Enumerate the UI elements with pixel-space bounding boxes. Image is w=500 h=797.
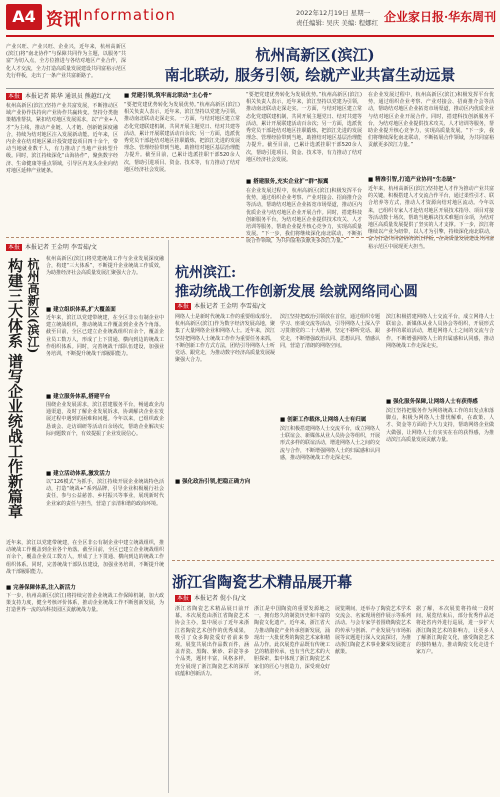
- article3-column-4a: 滨江积极搭建网络人士交流平台，成立网络人士联谊会、新媒体从业人员协会等组织，开展形式多样的联谊活动，增进网络人士之间的交流与合作，不断增强网络人士的归属感和认同感，推动网络统战工作走深走实。: [386, 314, 494, 349]
- article2-column-3b: 近年来，滨江以党建带统建，在全区非公有制企业中建立统战组织，推动统战工作覆盖到企业各个角落。截至目前，全区已建立企业统战组织百余个，覆盖企业员工数万人，形成了上下贯通、横向到边的统战工作组织体系。同时，完善统战干部队伍建设，加强业务培训，不断提升统战干部履职能力。: [6, 540, 164, 575]
- divider: [6, 88, 494, 89]
- article4-byline: 本报 本报记者 倪小良/文: [177, 595, 246, 602]
- article1-headline-line2: 南北联动, 服务引领, 绘就产业共富生动远景: [164, 66, 456, 84]
- article3-headline-line1: 杭州滨江:: [175, 265, 237, 281]
- article4-column-2: 浙江是中国陶瓷的重要发源地之一，拥有悠久的制瓷历史和丰富的陶瓷文化遗产。近年来，浙江省大力推动陶瓷产业传承创新发展，涌现出一大批优秀的陶瓷艺术家和精品力作。此次展览作品既有传统工艺的精湛传承，也有当代艺术的大胆探索，集中体现了浙江陶瓷艺术家们的匠心与创造力，深受观众好评。: [254, 606, 330, 677]
- article2-vertical-subtitle: 杭州高新区(滨江): [26, 258, 40, 354]
- article1-lead: 产业兴旺、产业兴旺、企业兴，近年来，杭州高新区(滨江)将“南北协作”与保障共同作为主题，以服务“共富”为切入点，全方位推进与各结对地区产业合作，深化人才交流，全力打造高质量发展建设共同富裕示范区先行样板，走出了一条产业共富新路子。: [6, 44, 127, 79]
- article2-byline: 本报 本报记者 王金明 李雪茹/文: [8, 244, 97, 251]
- article1-byline: 本报 本报记者 陈华 通讯员 熊越红/文: [8, 93, 111, 100]
- article1-subhead-2: ■ 搭建服务,充实企业扩“群”振翼: [246, 179, 329, 185]
- masthead: [0, 0, 500, 36]
- article1-subhead-1: ■ 党建引领,筑牢南北联动“主心骨”: [124, 93, 212, 99]
- article1-subhead-3: ■ 精准引智,打造产业协同“生态链”: [368, 177, 456, 183]
- article3-subhead-3: ■ 强化服务保障,让网络人士有获得感: [386, 399, 478, 405]
- article2-column-4: 下一步，杭州高新区(滨江)将持续完善企业统战工作保障机制，加大政策支持力度，健全考核评价体系，推动企业统战工作不断创新发展，为打造世界一流的高科技园区贡献统战力量。: [6, 593, 164, 614]
- masthead-rule: [6, 35, 494, 37]
- article2-lead: 杭州高新区(滨江)将党建统战工作与企业发展深度融合，构建“三大体系”，不断提升企业统战工作质效，为助推经济社会高质量发展汇聚强大合力。: [46, 256, 164, 277]
- article3-subhead-2: ■ 创新工作载体,让网络人士有归属: [280, 417, 367, 423]
- article3-subhead-1: ■ 强化政治引领,把稳正确方向: [175, 479, 251, 485]
- article2-subhead-4: ■ 完善保障体系,注入新活力: [6, 585, 76, 591]
- article4-column-1: 浙江省陶瓷艺术精品展日前开幕。本次展览由浙江省陶瓷艺术协会主办，集中展示了近年来浙江省陶瓷艺术创作的优秀成果，吸引了众多陶瓷爱好者前来参观。展览共展出作品数百件，涵盖青瓷、黑陶、紫砂、彩瓷等多个品类，题材丰富，风格多样，充分展现了浙江陶瓷艺术的深厚底蕴和创新活力。: [175, 606, 249, 677]
- article2-subhead-1: ■ 建立组织体系,扩大覆盖面: [46, 307, 116, 313]
- article3-byline: 本报 本报记者 王金明 李雪茹/文: [177, 303, 266, 310]
- article4-column-4: 据了解，本次展览将持续一段时间，展览结束后，部分优秀作品还将赴省内外进行巡展，进一步扩大浙江陶瓷艺术的影响力，让更多人了解浙江陶瓷文化，感受陶瓷艺术的独特魅力，推动陶瓷文化走进千家万户。: [416, 606, 494, 656]
- section-divider: [6, 237, 494, 238]
- article3-column-4: 滨江坚持把服务作为网络统战工作的出发点和落脚点，积极为网络人士排忧解难，在政策、人才、资金等方面给予大力支持，帮助网络企业做大做强，让网络人士有实实在在的获得感，为推动滨江高质量发展贡献力量。: [386, 408, 494, 443]
- section-name-english: Information: [78, 6, 176, 24]
- article3-column-3: 滨江积极搭建网络人士交流平台，成立网络人士联谊会、新媒体从业人员协会等组织，开展形式多样的联谊活动，增进网络人士之间的交流与合作，不断增强网络人士的归属感和认同感，推动网络统战工作走深走实。: [280, 426, 381, 461]
- article4-column-3: 展览期间，还举办了陶瓷艺术学术交流会、名家现场创作展示等系列活动。与会专家学者围绕陶瓷艺术的传承与创新、产业发展与市场拓展等议题进行深入交流探讨，为推动浙江陶瓷艺术事业繁荣发展建言献策。: [335, 606, 411, 656]
- article1-column-3a: “要把党建优势转化为发展优势。”杭州高新区(滨江)相关负责人表示，近年来，滨江坚持以党建为引领，推动南北联动走深走实。一方面，与结对地区建立常态化党建联建机制，共同开展主题党日、结对共建等活动，累计开展联建活动百余次；另一方面，选派优秀党员干部赴结对地区挂职锻炼，把滨江先进的发展理念、管理经验带到当地，助推结对地区基层治理能力提升。截至目前，已累计选派挂职干部520余人次，帮助引进项目、资金、技术等，有力推动了结对地区经济社会发展。: [246, 92, 362, 163]
- article2-column-2: 围绕企业发展需求，滨江搭建服务平台，畅通政企沟通渠道，及时了解企业发展诉求，协调解决企业在发展过程中遇到的困难和问题。今年以来，已组织政企恳谈会、走访调研等活动百余场次，帮助企业解决实际问题数百个，有效提振了企业发展信心。: [46, 402, 164, 437]
- section-name: 资讯: [46, 10, 80, 30]
- issue-date: 2022年12月19日 星期一: [296, 9, 371, 17]
- article2-column-3: 以“126模式”为抓手，滨江持续开展企业统战特色活动，打造“统战+”系列品牌，引导企业积极履行社会责任，参与公益慈善、乡村振兴等事业，展现新时代企业家的责任与担当，营造了亲清和谐的政商环境。: [46, 479, 164, 507]
- article2-vertical-headline: 构建三大体系 谱写企业统战工作新篇章: [6, 258, 24, 519]
- article2-column-1: 近年来，滨江以党建带统建，在全区非公有制企业中建立统战组织，推动统战工作覆盖到企业各个角落。截至目前，全区已建立企业统战组织百余个，覆盖企业员工数万人，形成了上下贯通、横向到边的统战工作组织体系。同时，完善统战干部队伍建设，加强业务培训，不断提升统战干部履职能力。: [46, 315, 164, 358]
- article1-column-2: “要把党建优势转化为发展优势。”杭州高新区(滨江)相关负责人表示，近年来，滨江坚持以党建为引领，推动南北联动走深走实。一方面，与结对地区建立常态化党建联建机制，共同开展主题党日、结对共建等活动，累计开展联建活动百余次；另一方面，选派优秀党员干部赴结对地区挂职锻炼，把滨江先进的发展理念、管理经验带到当地，助推结对地区基层治理能力提升。截至目前，已累计选派挂职干部520余人次，帮助引进项目、资金、技术等，有力推动了结对地区经济社会发展。: [124, 102, 240, 173]
- column-divider: [168, 240, 169, 793]
- article1-column-1: 杭州高新区(滨江)坚持产业共富发展，不断推动区域产业协作扶持向产业协作共赢转变。坚持分类施策精准帮扶，紧扣结对地区发展需求，以“产业+人才”为主线，推动产业链、人才链、创新链深度融合，持续为结对地区注入发展新动能。近年来，区内企业在结对地区累计投资建设项目四十余个，带动当地就业数千人，有力推动了当地产业转型升级。同时，滨江持续深化“山海协作”，聚焦数字经济、生命健康等重点领域，引导区内龙头企业向结对地区延伸产业链条。: [6, 103, 118, 174]
- article1-column-3b: 在企业发展过程中，杭州高新区(滨江)积极发挥平台优势，通过组织企业考察、产业对接会、招商推介会等活动，帮助结对地区企业拓宽市场渠道，推动区内优质企业与结对地区企业开展合作。同时，搭建科技创新服务平台，为结对地区企业提供技术攻关、人才培训等服务，帮助企业提升核心竞争力，实现高质量发展。“下一步，我们将继续深化南北联动，不断拓展合作领域，为共同富裕贡献更多滨江力量。”: [246, 188, 362, 245]
- page-number-badge: A4: [6, 4, 42, 30]
- article3-headline-line2: 推动统战工作创新发展 绘就网络同心圆: [175, 284, 418, 300]
- article2-subhead-2: ■ 建立服务体系,搭建平台: [46, 394, 111, 400]
- section-divider: [172, 560, 494, 561]
- article2-subhead-3: ■ 建立活动体系,激发活力: [46, 471, 111, 477]
- article1-column-4a: 在企业发展过程中，杭州高新区(滨江)积极发挥平台优势，通过组织企业考察、产业对接会、招商推介会等活动，帮助结对地区企业拓宽市场渠道，推动区内优质企业与结对地区企业开展合作。同时，搭建科技创新服务平台，为结对地区企业提供技术攻关、人才培训等服务，帮助企业提升核心竞争力，实现高质量发展。“下一步，我们将继续深化南北联动，不断拓展合作领域，为共同富裕贡献更多滨江力量。”: [368, 92, 494, 149]
- editor-credits: 责任编辑: 吴庆 美编: 程娜红: [296, 19, 379, 27]
- article3-column-1: 网络人士是新时代统战工作的重要组成部分。杭州高新区(滨江)作为数字经济发展高地，聚集了大量网络企业和网络人士。近年来，滨江坚持把网络人士统战工作作为重要任务来抓，不断创新工作方式方法，团结引导网络人士听党话、跟党走，为推动数字经济高质量发展凝聚强大合力。: [175, 314, 276, 364]
- newspaper-brand: 企业家日报·华东周刊: [384, 10, 497, 24]
- article4-headline: 浙江省陶瓷艺术精品展开幕: [172, 573, 353, 591]
- article3-column-2: 滨江坚持把政治引领放在首位，通过组织专题学习、座谈交流等活动，引导网络人士深入学习贯彻党的二十大精神，坚定不移听党话、跟党走，不断增强政治认同、思想认同、情感认同，营造了清朗的网络空间。: [280, 314, 381, 349]
- article1-headline-line1: 杭州高新区(滨江): [255, 46, 375, 64]
- article1-column-4b: 近年来，杭州高新区(滨江)坚持把人才作为推动产业共富的关键，积极搭建人才交流合作平台，通过柔性引才、联合培养等方式，推动人才资源向结对地区流动。今年以来，已组织专家人才赴结对地区开展技术指导、项目对接等活动数十场次，帮助当地解决技术难题百余项，为结对地区高质量发展提供了坚实的人才支撑。下一步，滨江将继续以产业为纽带，以人才为引擎，持续深化南北联动，奋力打造共同富裕的滨江样板，在高质量发展建设共同富裕示范区中展现更大担当。: [368, 186, 494, 250]
